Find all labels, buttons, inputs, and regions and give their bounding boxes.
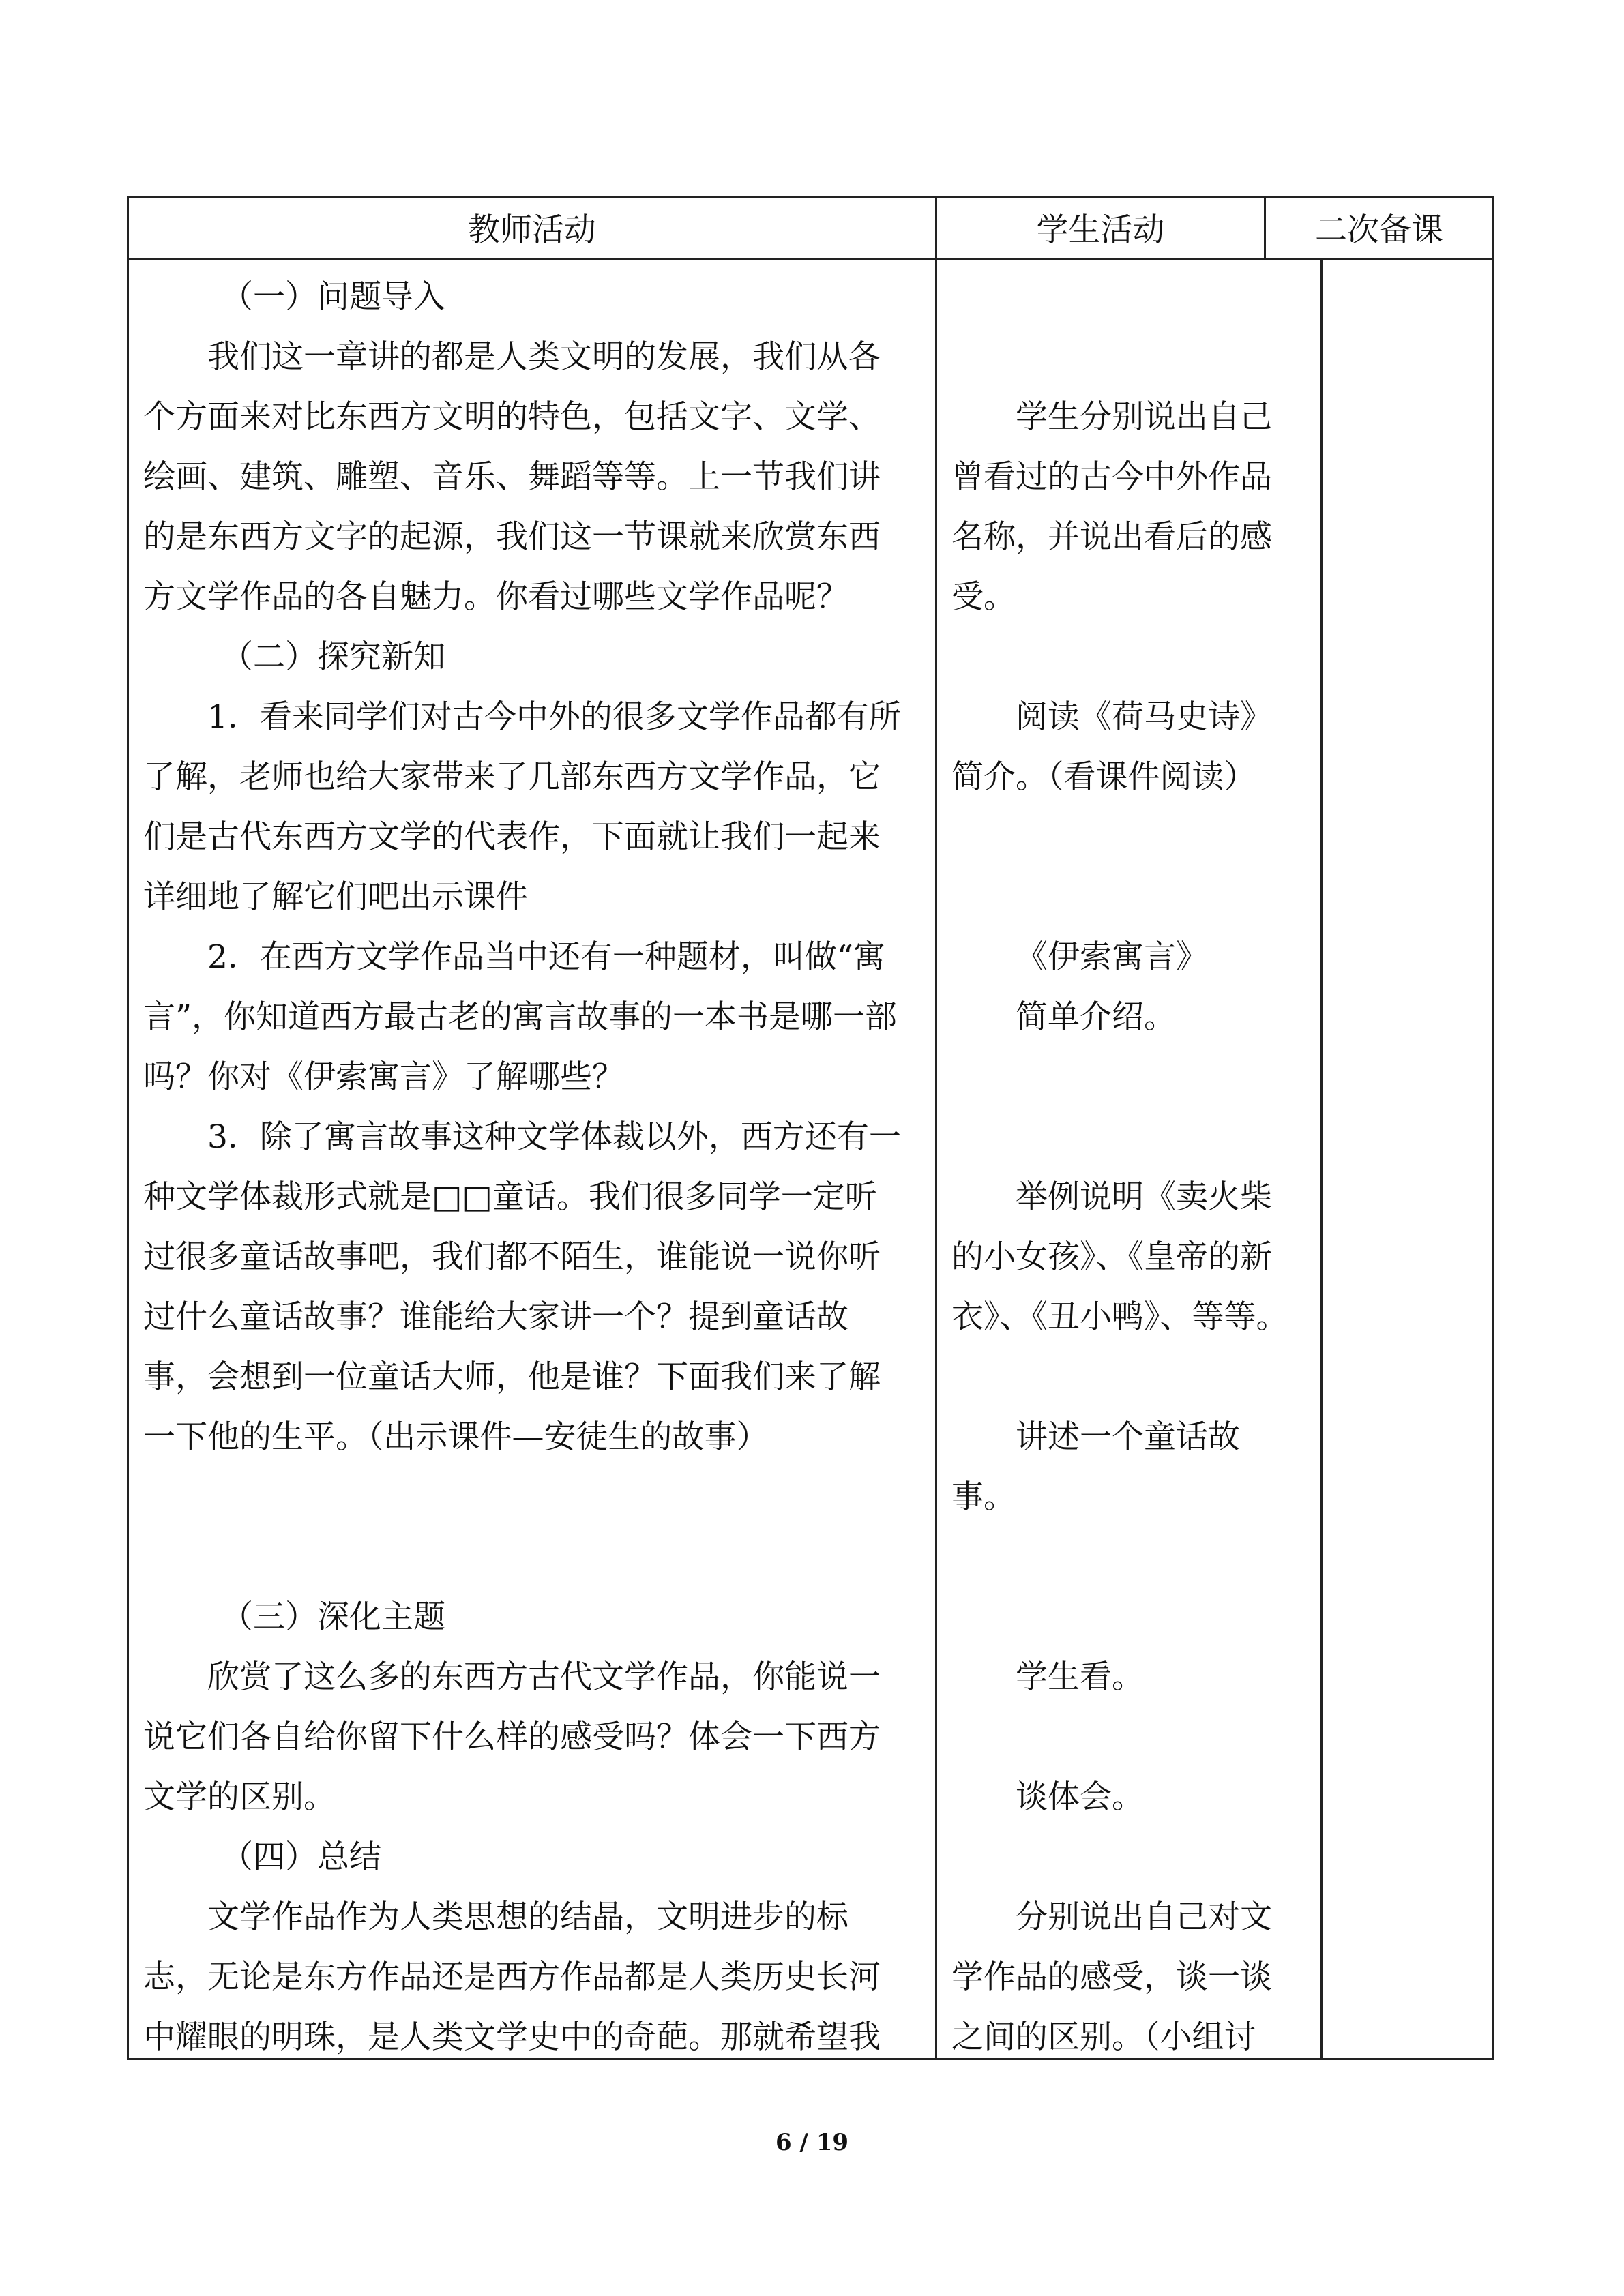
text-line: 名称，并说出看后的感 [951,518,1272,556]
text-line: 曾看过的古今中外作品 [951,458,1272,496]
text-line: 之间的区别。（小组讨 [951,2018,1256,2056]
blank-line [951,327,1313,387]
table-border-right [1492,196,1494,2060]
section-heading: （三）深化主题 [221,1598,445,1636]
text-line: 吗？你对《伊索寓言》了解哪些？ [143,1058,624,1096]
blank-line [951,1587,1313,1648]
blank-line [951,807,1313,867]
text-line: 的小女孩》、《皇帝的新 [951,1238,1272,1276]
header-teacher-activity: 教师活动 [468,211,596,249]
blank-line [951,1047,1313,1107]
section-heading: （四）总结 [221,1838,381,1876]
text-line: 我们这一章讲的都是人类文明的发展，我们从各 [207,338,881,376]
text-line: 言”，你知道西方最古老的寓言故事的一本书是哪一部 [143,998,898,1036]
blank-line [951,267,1313,327]
text-line: 了解，老师也给大家带来了几部东西方文学作品，它 [143,758,881,796]
blank-line [951,1708,1313,1768]
text-line: 一下他的生平。（出示课件—安徒生的故事） [143,1418,769,1456]
text-line: 志，无论是东方作品还是西方作品都是人类历史长河 [143,1958,881,1996]
text-line: 学作品的感受，谈一谈 [951,1958,1272,1996]
text-line: 《伊索寓言》 [1016,938,1208,976]
text-line: 欣赏了这么多的东西方古代文学作品，你能说一 [207,1658,881,1696]
text-line: 中耀眼的明珠，是人类文学史中的奇葩。那就希望我 [143,2018,881,2056]
text-line: 们是古代东西方文学的代表作，下面就让我们一起来 [143,818,881,856]
text-line: 文学的区别。 [143,1778,336,1816]
table-border-top-right [815,196,1494,198]
text-line: 简单介绍。 [1016,998,1176,1036]
text-line: 1．看来同学们对古今中外的很多文学作品都有所 [207,698,901,736]
text-line: 举例说明《卖火柴 [1016,1178,1272,1216]
text-line: 学生看。 [1016,1658,1144,1696]
blank-line [951,1527,1313,1587]
text-line: 受。 [951,578,1016,616]
student-activity-cell [951,267,1313,2068]
section-heading: （二）探究新知 [221,638,445,676]
blank-line [951,627,1313,687]
text-line: 过很多童话故事吧，我们都不陌生，谁能说一说你听 [143,1238,881,1276]
text-line: 谈体会。 [1016,1778,1144,1816]
header-student-activity: 学生活动 [1036,211,1165,249]
blank-line [951,1828,1313,1888]
text-line: 衣》、《丑小鸭》、等等。 [951,1298,1288,1336]
text-line: 3．除了寓言故事这种文学体裁以外，西方还有一 [207,1118,901,1156]
text-line: 分别说出自己对文 [1016,1898,1272,1936]
table-border-left [127,196,129,2060]
teacher-activity-cell [143,267,928,2068]
text-line: 方文学作品的各自魅力。你看过哪些文学作品呢？ [143,578,848,616]
second-preparation-cell [1323,260,1492,2058]
table-border-top [127,196,815,198]
blank-line [951,1347,1313,1407]
blank-line [951,1107,1313,1167]
text-line: 学生分别说出自己 [1016,398,1272,436]
blank-line [951,867,1313,927]
text-line: 简介。（看课件阅读） [951,758,1256,796]
text-line: 绘画、建筑、雕塑、音乐、舞蹈等等。上一节我们讲 [143,458,881,496]
blank-line [143,1467,928,1527]
page-number: 6 / 19 [775,2129,849,2156]
blank-line [143,1527,928,1587]
text-line: 讲述一个童话故 [1016,1418,1240,1456]
text-line: 的是东西方文字的起源，我们这一节课就来欣赏东西 [143,518,881,556]
text-line: 个方面来对比东西方文明的特色，包括文字、文学、 [143,398,881,436]
text-line: 阅读《荷马史诗》 [1016,698,1272,736]
section-heading: （一）问题导入 [221,278,445,316]
text-line: 说它们各自给你留下什么样的感受吗？体会一下西方 [143,1718,881,1756]
text-line: 详细地了解它们吧出示课件 [143,878,528,916]
column-divider-teacher-student [935,196,937,2060]
text-line: 种文学体裁形式就是□□童话。我们很多同学一定听 [143,1178,877,1216]
text-line: 2．在西方文学作品当中还有一种题材，叫做“寓 [207,938,885,976]
text-line: 文学作品作为人类思想的结晶，文明进步的标 [207,1898,848,1936]
text-line: 事。 [951,1478,1016,1516]
header-second-preparation: 二次备课 [1315,211,1443,249]
text-line: 事，会想到一位童话大师，他是谁？下面我们来了解 [143,1358,881,1396]
text-line: 过什么童话故事？谁能给大家讲一个？提到童话故 [143,1298,848,1336]
